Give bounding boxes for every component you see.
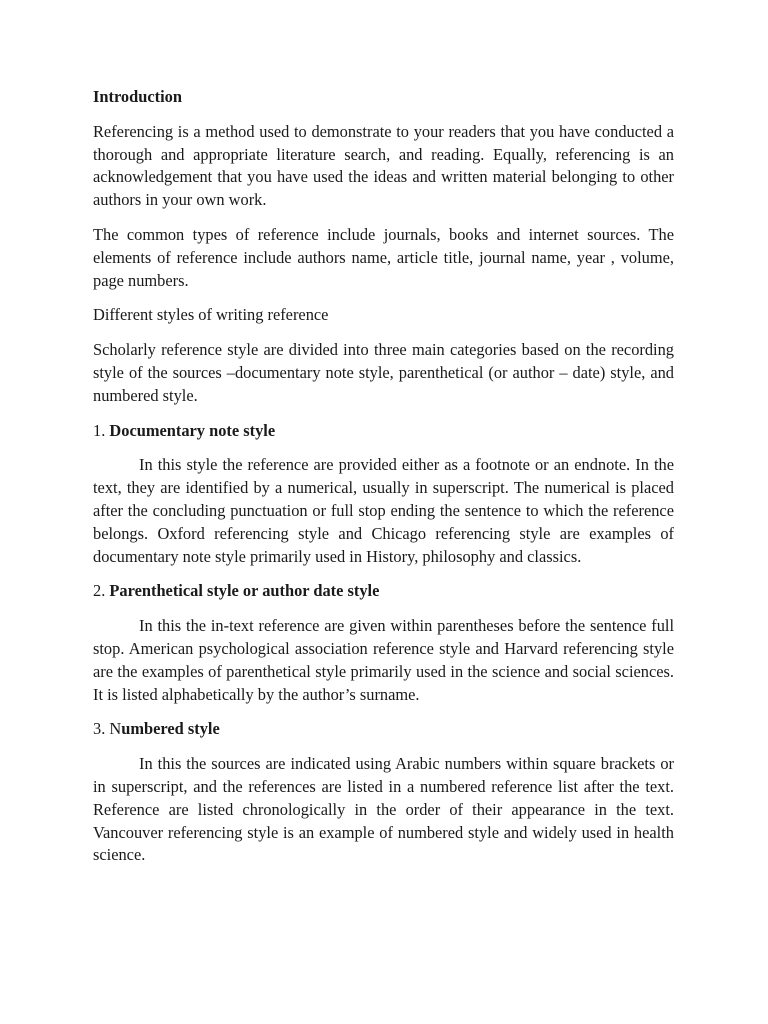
- section-1-body: In this style the reference are provided either as a footnote or an endnote. In the text, they are identified by a numerical, usually in superscript. The numerical is placed after the concluding punctuation or full stop ending the sentence to which the reference belongs. Oxford referencing style and Chicago referencing style are examples of documentary note style primarily used in History, philosophy and classics.: [93, 455, 674, 566]
- section-2-heading: [93, 580, 674, 603]
- section-1-number: 1.: [93, 420, 106, 440]
- styles-heading: Different styles of writing reference: [93, 305, 329, 325]
- section-3-title: umbered style: [121, 719, 220, 739]
- section-3-heading: [93, 718, 674, 741]
- section-1-heading: [93, 420, 674, 443]
- section-1-title: Documentary note style: [109, 420, 276, 440]
- introduction-paragraph-2: The common types of reference include journals, books and internet sources. The elements of reference include authors name, article title, journal name, year , volume, page numbers.: [93, 224, 674, 290]
- section-2-number: 2.: [93, 581, 106, 601]
- document-page: [93, 86, 674, 879]
- introduction-heading: Introduction: [93, 87, 182, 106]
- section-3-body: In this the sources are indicated using Arabic numbers within square brackets or in superscript, and the references are listed in a numbered reference list after the text. Reference are listed chronologically in the order of their appearance in the text. Vancouver referencing style is an example of numbered style and widely used in health science.: [93, 754, 674, 865]
- styles-paragraph: Scholarly reference style are divided into three main categories based on the recording style of the sources –documentary note style, parenthetical (or author – date) style, and numbered style.: [93, 340, 674, 405]
- section-2-title: Parenthetical style or author date style: [109, 581, 380, 601]
- section-3-number: 3. N: [93, 719, 122, 739]
- introduction-paragraph-1: Referencing is a method used to demonstrate to your readers that you have conducted a thorough and appropriate literature search, and reading. Equally, referencing is an acknowledgement that you have used the ideas and written material belonging to other authors in your own work.: [93, 121, 674, 210]
- section-2-body: In this the in-text reference are given within parentheses before the sentence full stop. American psychological association reference style and Harvard referencing style are the examples of parenthetical style primarily used in the science and social sciences. It is listed alphabetically by the author’s surname.: [93, 616, 674, 704]
